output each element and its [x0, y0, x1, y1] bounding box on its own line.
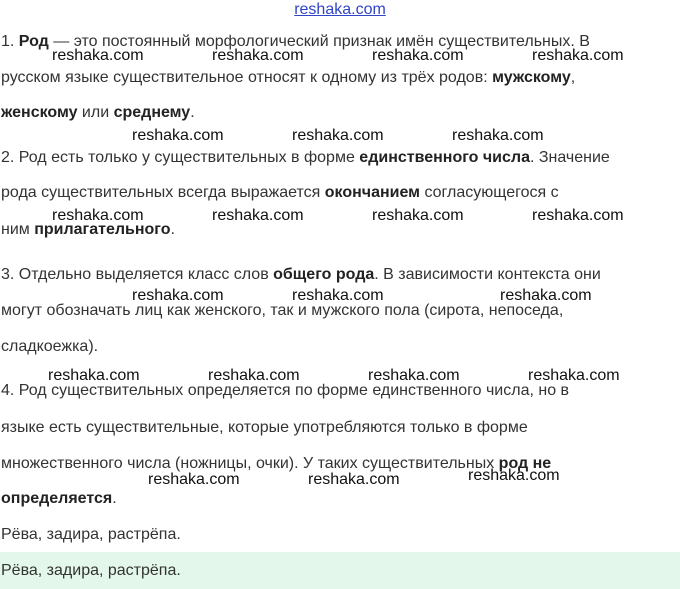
watermark: reshaka.com	[452, 127, 544, 144]
p1-line-1: 1. Род — это постоянный морфологический признак имён существительных. В	[1, 33, 590, 50]
answer-text: Рёва, задира, растрёпа.	[1, 526, 181, 543]
watermark: reshaka.com	[292, 127, 384, 144]
watermark: reshaka.com	[52, 207, 144, 224]
watermark: reshaka.com	[528, 367, 620, 384]
p4-line-3: множественного числа (ножницы, очки). У таких существительных род не	[1, 455, 552, 472]
site-header-link[interactable]: reshaka.com	[294, 1, 386, 18]
watermark: reshaka.com	[308, 471, 400, 488]
p3-line-2: могут обозначать лиц как женского, так и мужского пола (сирота, непоседа,	[1, 302, 564, 319]
p4-line-2: языке есть существительные, которые употребляются только в форме	[1, 419, 528, 436]
watermark: reshaka.com	[132, 287, 224, 304]
answer-highlight-box	[0, 552, 680, 589]
watermark: reshaka.com	[292, 287, 384, 304]
watermark: reshaka.com	[52, 47, 144, 64]
watermark: reshaka.com	[372, 207, 464, 224]
p1-line-2: русском языке существительное относят к одному из трёх родов: мужскому,	[1, 69, 576, 86]
watermark: reshaka.com	[208, 367, 300, 384]
watermark: reshaka.com	[48, 367, 140, 384]
p4-line-1: 4. Род существительных определяется по форме единственного числа, но в	[1, 382, 570, 399]
p2-line-1: 2. Род есть только у существительных в форме единственного числа. Значение	[1, 149, 610, 166]
p1-line-3: женскому или среднему.	[1, 104, 195, 121]
answer-highlighted-text: Рёва, задира, растрёпа.	[1, 562, 181, 579]
watermark: reshaka.com	[372, 47, 464, 64]
p3-line-3: сладкоежка).	[1, 338, 99, 355]
watermark: reshaka.com	[532, 47, 624, 64]
p2-line-2: рода существительных всегда выражается окончанием согласующегося с	[1, 184, 559, 201]
watermark: reshaka.com	[132, 127, 224, 144]
watermark: reshaka.com	[532, 207, 624, 224]
watermark: reshaka.com	[212, 47, 304, 64]
p4-line-4: определяется.	[1, 490, 117, 507]
watermark: reshaka.com	[468, 467, 560, 484]
p2-line-3: ним прилагательного.	[1, 221, 175, 238]
watermark: reshaka.com	[212, 207, 304, 224]
watermark: reshaka.com	[148, 471, 240, 488]
watermark: reshaka.com	[368, 367, 460, 384]
p3-line-1: 3. Отдельно выделяется класс слов общего рода. В зависимости контекста они	[1, 266, 601, 283]
watermark: reshaka.com	[500, 287, 592, 304]
